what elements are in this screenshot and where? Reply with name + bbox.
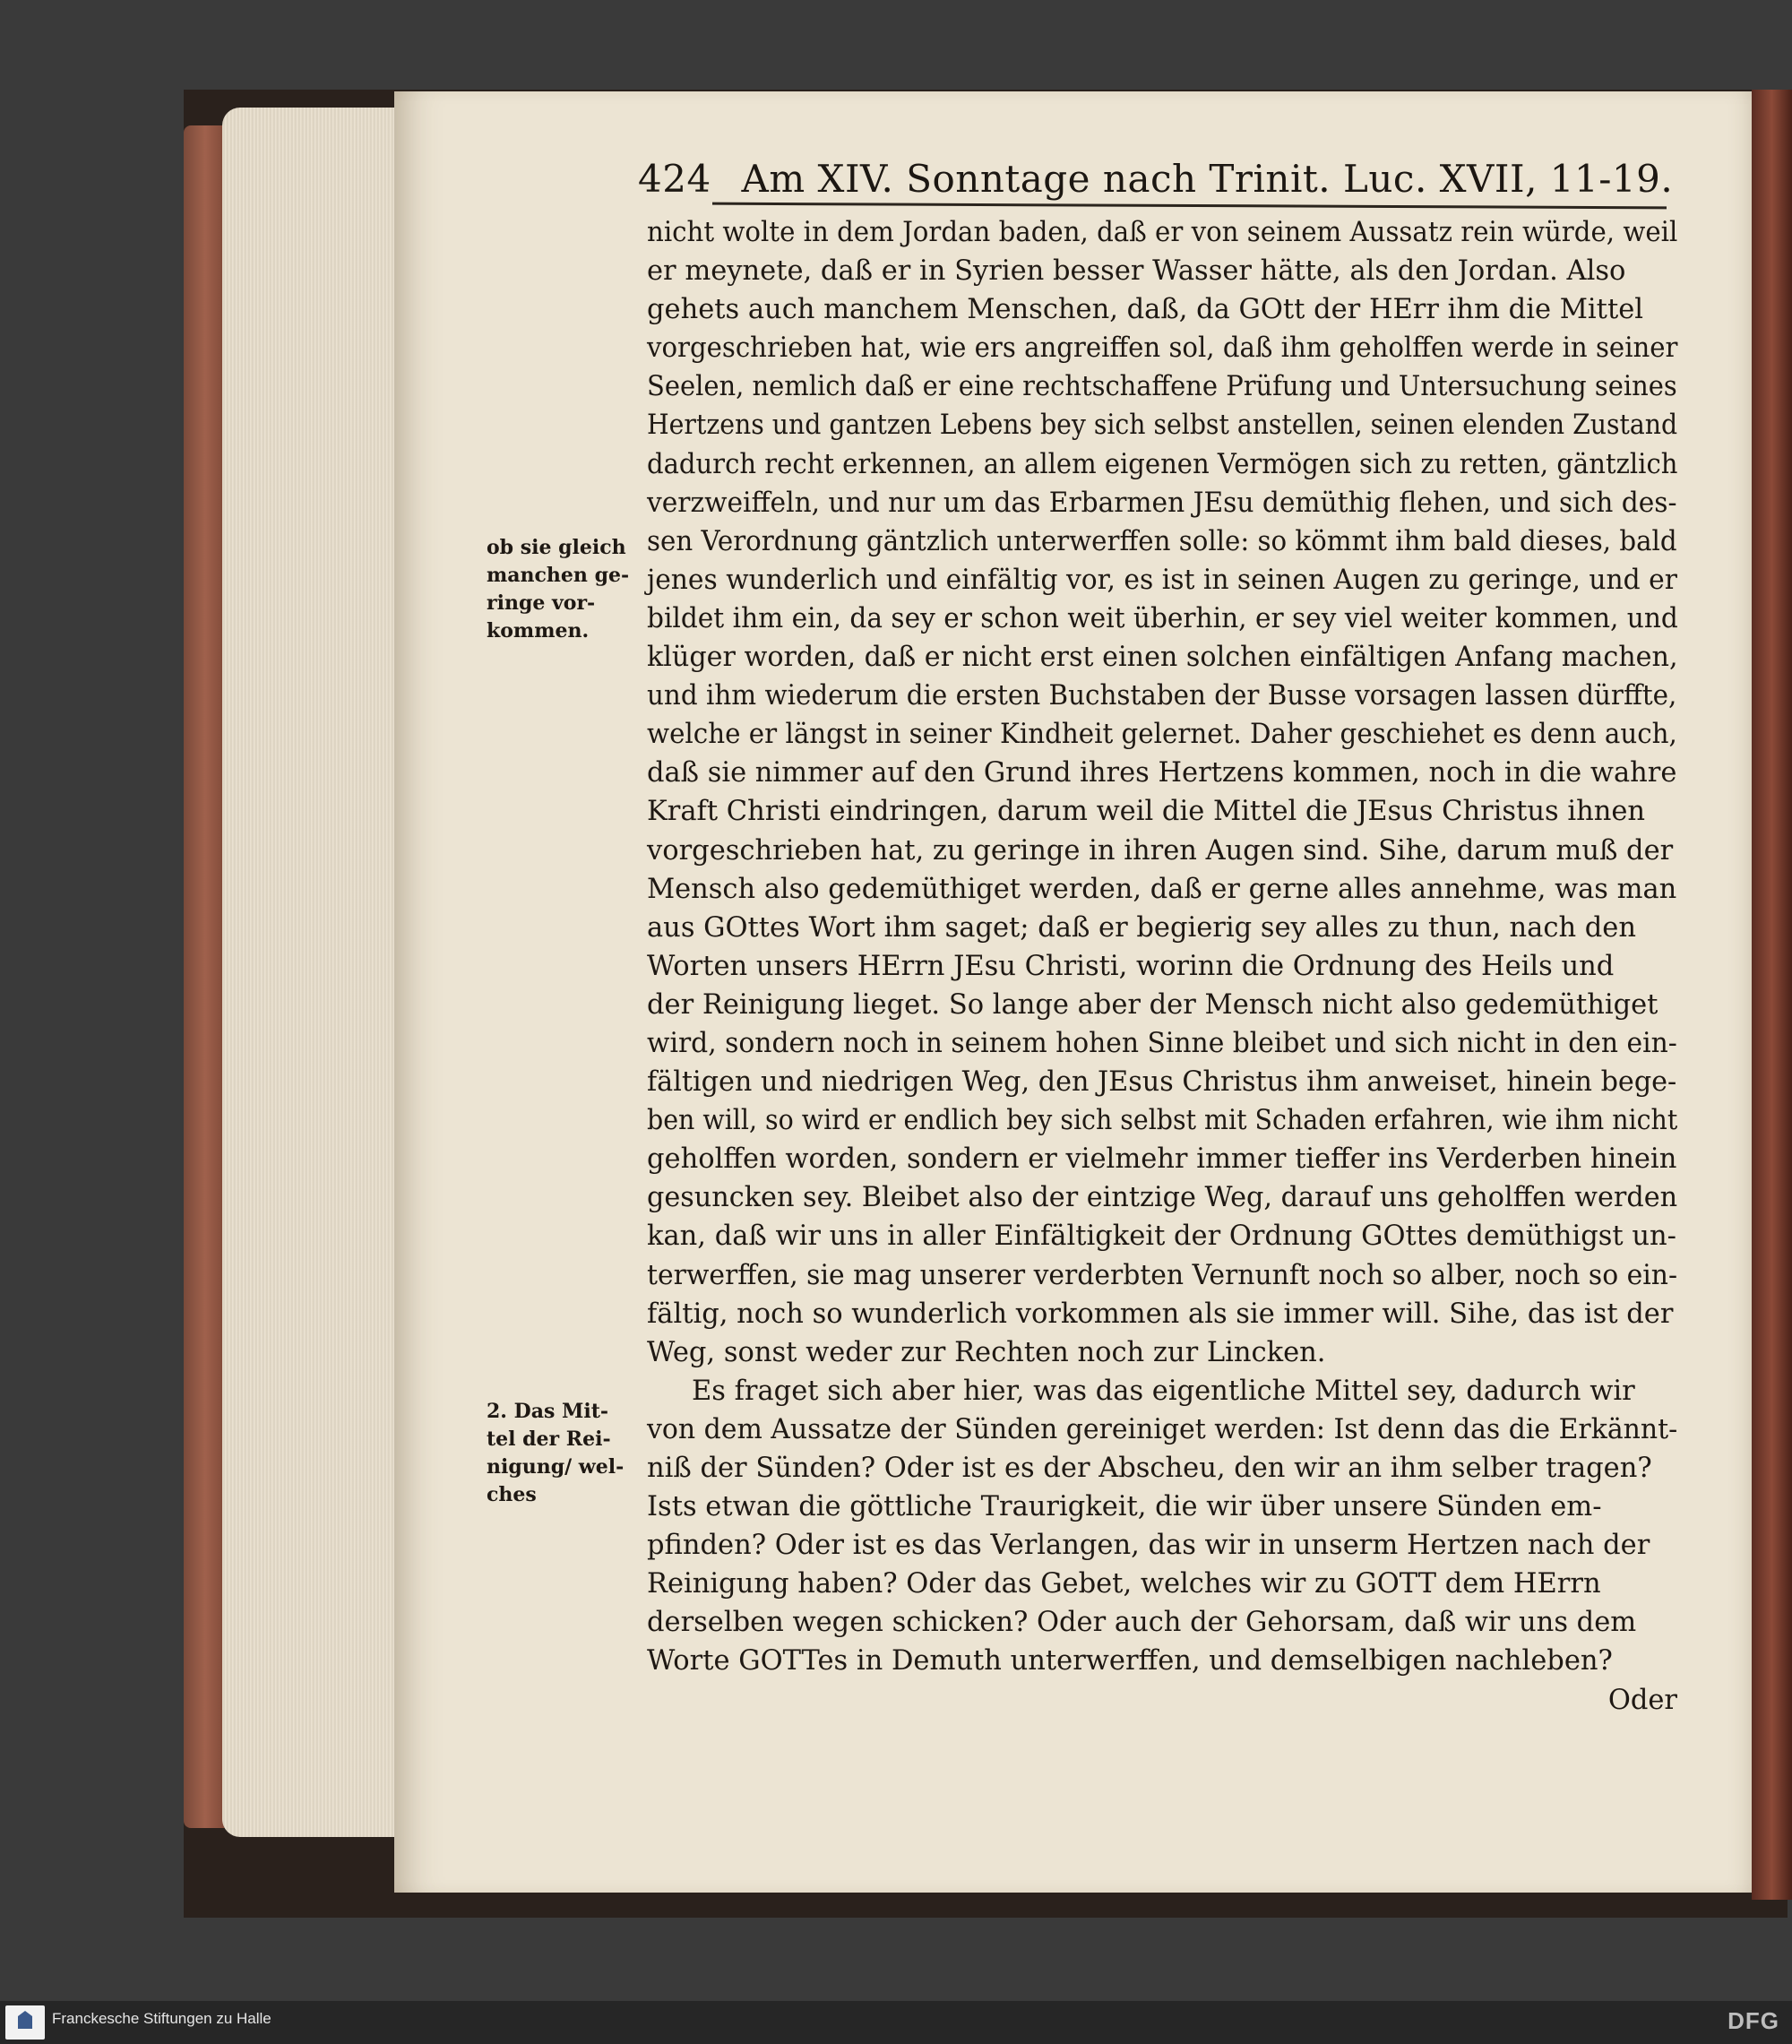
text-line: Es fraget sich aber hier, was das eigentliche Mittel sey, dadurch wir <box>692 1375 1635 1407</box>
text-line: geholffen worden, sondern er vielmehr immer tieffer ins Verderben hinein <box>647 1143 1677 1176</box>
text-line: vorgeschrieben hat, wie ers angreiffen sol, daß ihm geholffen werde in seiner <box>647 332 1678 365</box>
text-line: derselben wegen schicken? Oder auch der Gehorsam, daß wir uns dem <box>647 1607 1637 1639</box>
funder-logo: DFG <box>1727 2007 1779 2034</box>
text-line: daß sie nimmer auf den Grund ihres Hertzens kommen, noch in die wahre <box>647 757 1677 789</box>
text-line: Seelen, nemlich daß er eine rechtschaffene Prüfung und Untersuchung seines <box>647 371 1677 403</box>
margin-note-line: 2. Das Mit- <box>487 1400 609 1423</box>
margin-note-line: ringe vor- <box>487 591 596 615</box>
institution-logo <box>5 2005 45 2040</box>
text-line: klüger worden, daß er nicht erst einen solchen einfältigen Anfang machen, <box>647 642 1678 674</box>
text-line: terwerffen, sie mag unserer verderbten Vernunft noch so alber, noch so ein- <box>647 1259 1678 1291</box>
text-line: gesuncken sey. Bleibet also der eintzige Weg, darauf uns geholffen werden <box>647 1182 1678 1214</box>
text-line: sen Verordnung gäntzlich unterwerffen solle: so kömmt ihm bald dieses, bald <box>647 525 1677 557</box>
text-line: wird, sondern noch in seinem hohen Sinne bleibet und sich nicht in den ein- <box>647 1027 1677 1059</box>
text-line: pfinden? Oder ist es das Verlangen, das wir in unserm Hertzen nach der <box>647 1530 1650 1562</box>
catchword: Oder <box>1607 1684 1677 1716</box>
margin-note-line: kommen. <box>487 619 590 643</box>
margin-note-line: ches <box>487 1483 537 1506</box>
margin-note-line: manchen ge- <box>487 564 630 587</box>
building-icon <box>18 2011 32 2029</box>
text-line: kan, daß wir uns in aller Einfältigkeit der Ordnung GOttes demüthigst un- <box>647 1220 1676 1253</box>
text-line: jenes wunderlich und einfältig vor, es ist in seinen Augen zu geringe, und er <box>647 564 1677 596</box>
institution-name: Franckesche Stiftungen zu Halle <box>52 2010 271 2027</box>
text-line: verzweiffeln, und nur um das Erbarmen JEsu demüthig flehen, und sich des- <box>647 487 1677 519</box>
page-number: 424 <box>638 157 711 201</box>
text-line: welche er längst in seiner Kindheit gelernet. Daher geschiehet es denn auch, <box>647 719 1677 751</box>
running-head <box>638 157 1674 201</box>
margin-note <box>487 534 648 645</box>
text-line: von dem Aussatze der Sünden gereiniget werden: Ist denn das die Erkännt- <box>647 1413 1678 1445</box>
running-head-title: Am XIV. Sonntage nach Trinit. Luc. XVII, 11-19. <box>741 157 1674 201</box>
text-line: Hertzens und gantzen Lebens bey sich selbst anstellen, seinen elenden Zustand <box>647 410 1678 442</box>
text-line: der Reinigung lieget. So lange aber der Mensch nicht also gedemüthiget <box>647 988 1658 1021</box>
text-line: Kraft Christi eindringen, darum weil die Mittel die JEsus Christus ihnen <box>647 796 1646 828</box>
text-line: Worten unsers HErrn JEsu Christi, worinn die Ordnung des Heils und <box>647 950 1615 982</box>
text-line: fältig, noch so wunderlich vorkommen als sie immer will. Sihe, das ist der <box>647 1298 1674 1330</box>
margin-note-line: nigung/ wel- <box>487 1455 625 1479</box>
margin-note <box>487 1398 648 1509</box>
text-line: ben will, so wird er endlich bey sich selbst mit Schaden erfahren, wie ihm nicht <box>647 1105 1678 1137</box>
text-line: dadurch recht erkennen, an allem eigenen Vermögen sich zu retten, gäntzlich <box>647 448 1678 480</box>
margin-note-line: tel der Rei- <box>487 1427 611 1451</box>
text-line: gehets auch manchem Menschen, daß, da GOtt der HErr ihm die Mittel <box>647 294 1643 326</box>
text-line: Reinigung haben? Oder das Gebet, welches wir zu GOTT dem HErrn <box>647 1568 1601 1600</box>
text-line: er meynete, daß er in Syrien besser Wasser hätte, als den Jordan. Also <box>647 255 1626 288</box>
text-line: Mensch also gedemüthiget werden, daß er gerne alles annehme, was man <box>647 873 1677 905</box>
text-line: vorgeschrieben hat, zu geringe in ihren Augen sind. Sihe, darum muß der <box>647 834 1674 867</box>
page-edges <box>222 108 410 1837</box>
text-line: nicht wolte in dem Jordan baden, daß er von seinem Aussatz rein würde, weil <box>647 217 1678 248</box>
text-line: bildet ihm ein, da sey er schon weit überhin, er sey viel weiter kommen, und <box>647 602 1678 634</box>
right-cover-strip <box>1752 90 1792 1900</box>
text-line: fältigen und niedrigen Weg, den JEsus Christus ihm anweiset, hinein bege- <box>647 1066 1677 1099</box>
main-text-block <box>647 213 1677 1720</box>
text-line: niß der Sünden? Oder ist es der Abscheu, den wir an ihm selber tragen? <box>647 1453 1652 1484</box>
margin-note-line: ob sie gleich <box>487 536 626 559</box>
text-line: Worte GOTTes in Demuth unterwerffen, und demselbigen nachleben? <box>647 1645 1613 1677</box>
text-line: aus GOttes Wort ihm saget; daß er begierig sey alles zu thun, nach den <box>647 911 1637 944</box>
text-line: und ihm wiederum die ersten Buchstaben der Busse vorsagen lassen dürffte, <box>647 680 1677 712</box>
text-line: Ists etwan die göttliche Traurigkeit, die wir über unsere Sünden em- <box>647 1491 1602 1523</box>
text-line: Weg, sonst weder zur Rechten noch zur Lincken. <box>647 1336 1326 1368</box>
